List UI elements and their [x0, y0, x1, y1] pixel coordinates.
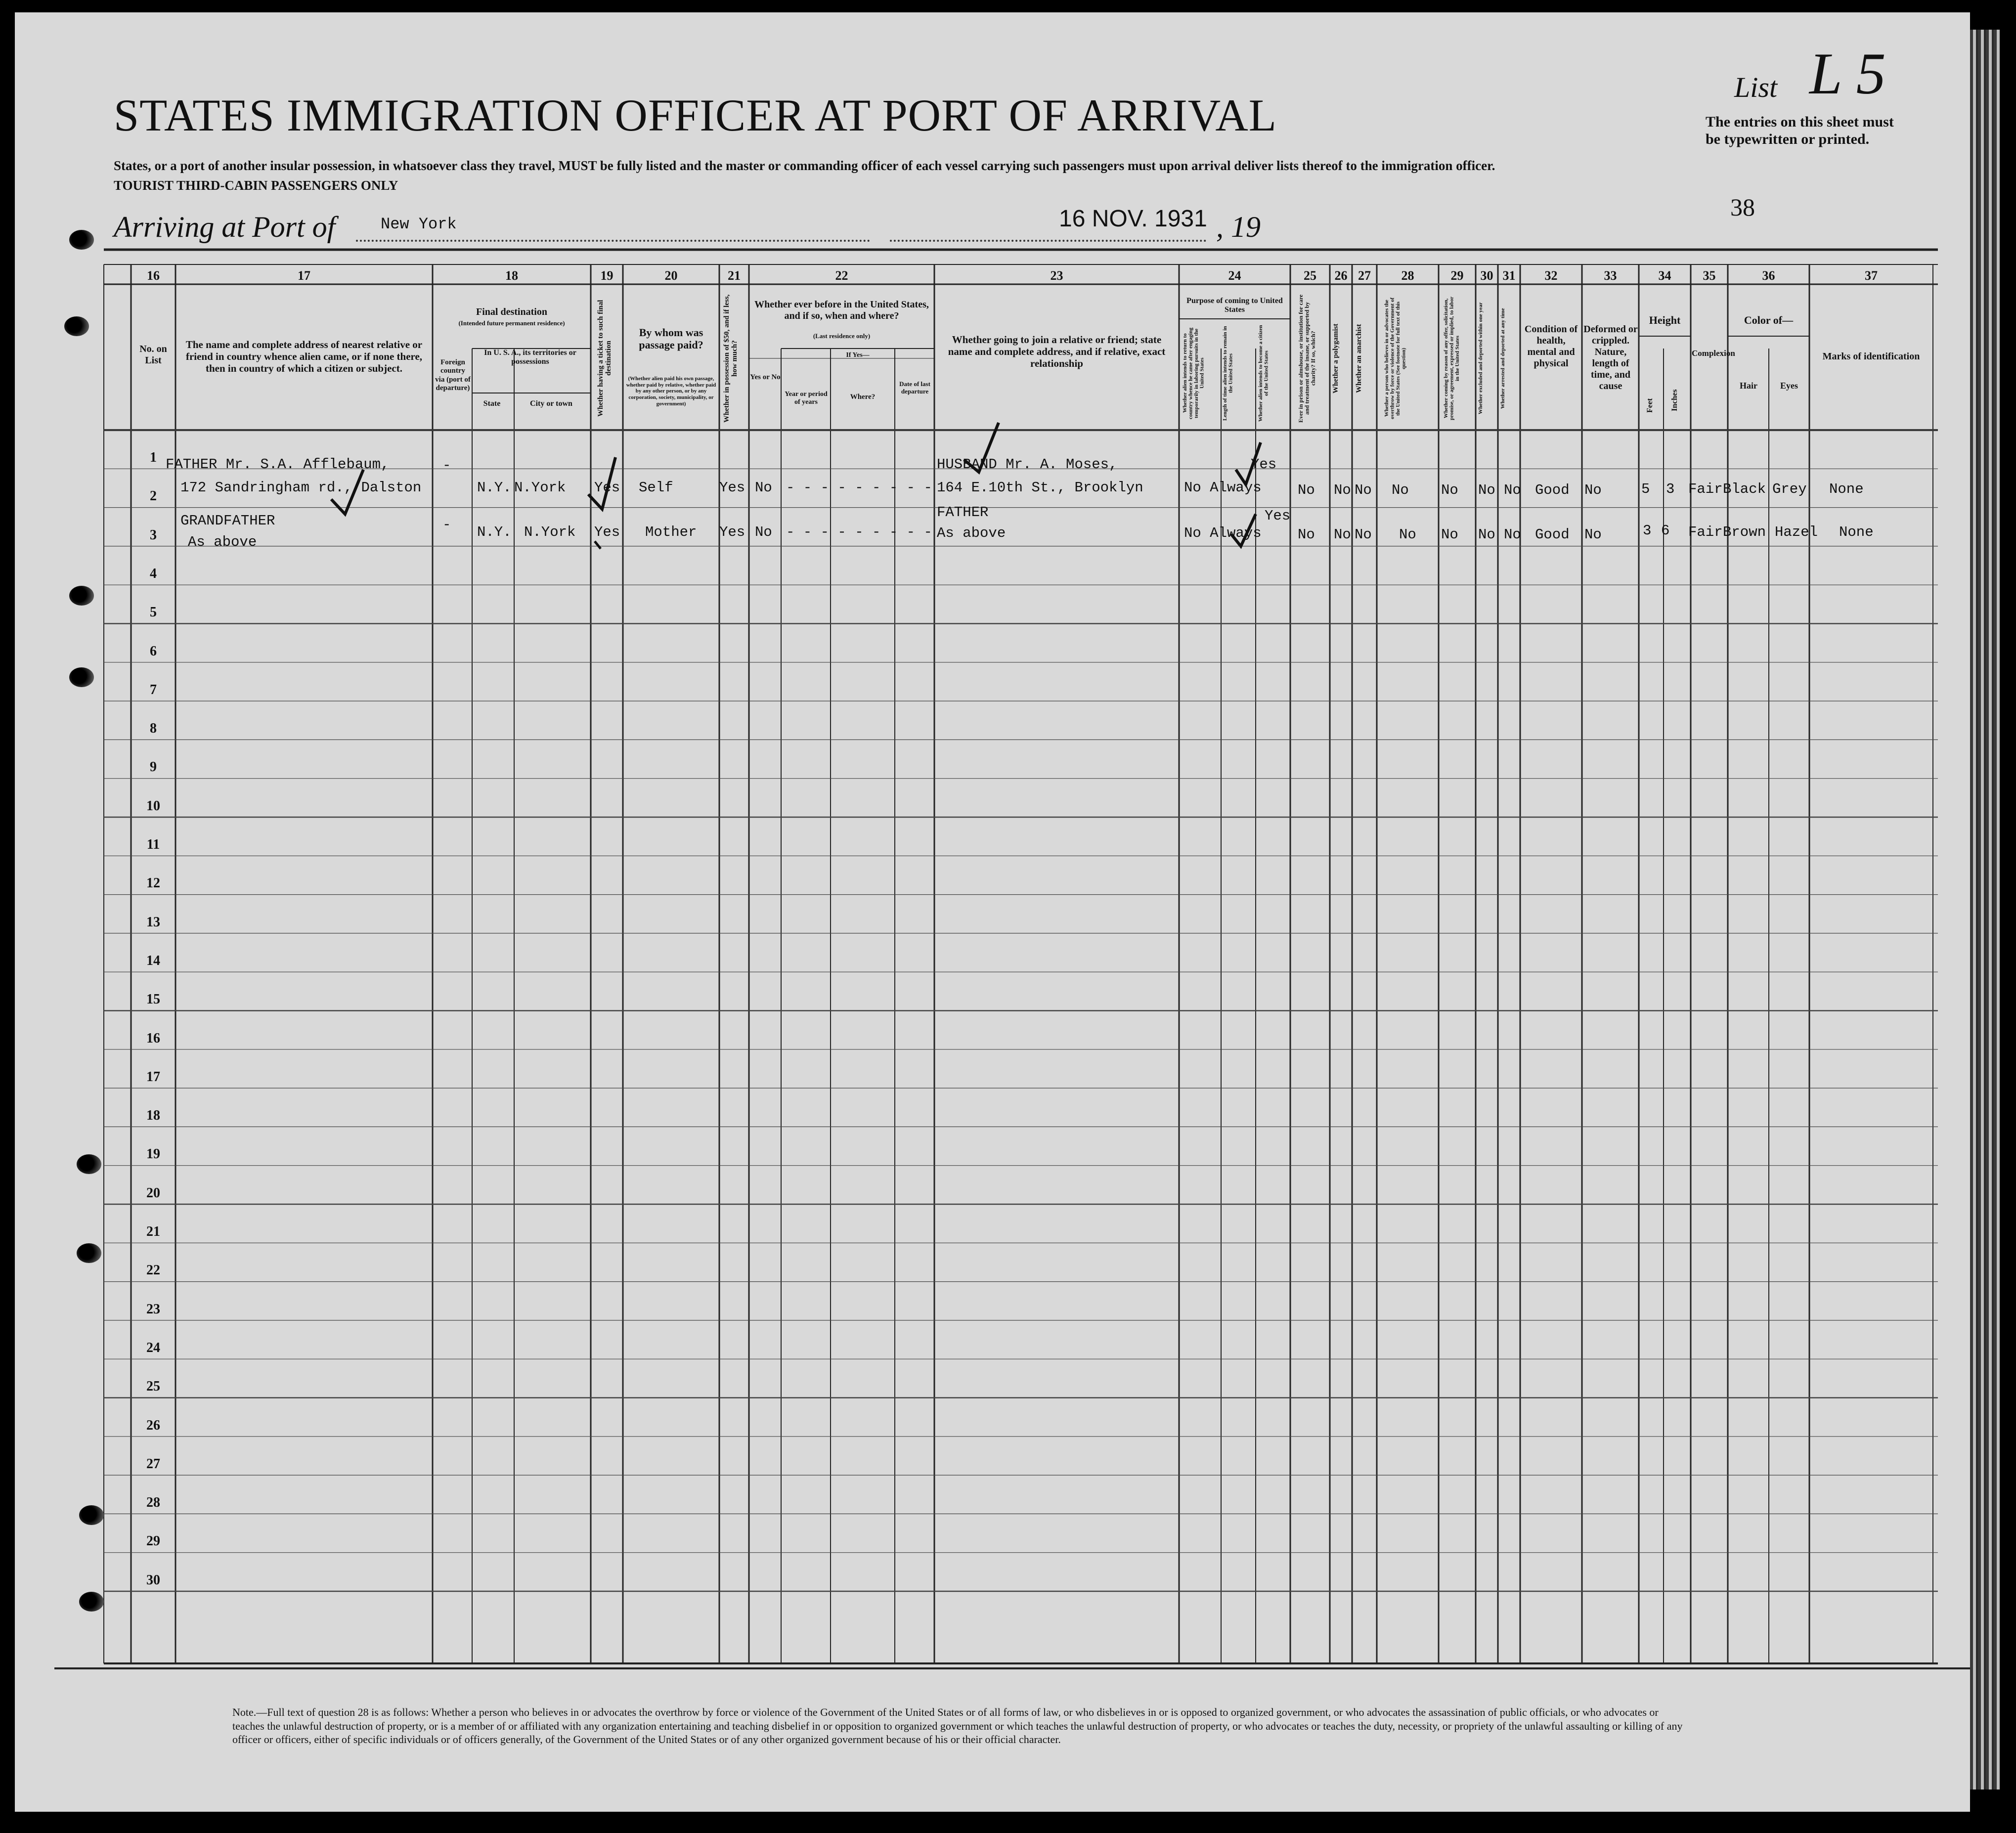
- entry-1-feet: 5: [1641, 481, 1650, 497]
- header-purpose: Purpose of coming to United States: [1186, 297, 1283, 314]
- colnum-30: 30: [1480, 268, 1493, 283]
- header-excluded: Whether excluded and deported within one year: [1478, 302, 1484, 415]
- colnum-31: 31: [1502, 268, 1516, 283]
- colnum-37: 37: [1865, 268, 1878, 283]
- header-offer-of-labor: Whether coming by reason of any offer, solicitation, promise, or agreement, expressed or implied, to labor in the United States: [1443, 296, 1461, 421]
- header-final-destination-note: (Intended future permanent residence): [458, 319, 565, 327]
- header-no-on-list: No. on List: [139, 344, 167, 366]
- header-notice: States, or a port of another insular possession, in whatsoever class they travel, MUST be fully listed and the master or commanding officer of each vessel carrying such passengers must upon arrival deliver lists thereof to the immigration officer.: [114, 158, 1495, 173]
- entry-1-before: No: [755, 480, 772, 496]
- entry-1-relative-line-2: 172 Sandringham rd., Dalston: [180, 480, 422, 496]
- entry-2-polygamist: No: [1334, 526, 1351, 543]
- entry-1-purpose: No Always: [1184, 480, 1262, 496]
- header-purpose-c: Whether alien intends to become a citizen of the United States: [1258, 325, 1270, 422]
- entry-2-money: Yes: [719, 524, 745, 540]
- entry-1-eyes: Grey: [1772, 481, 1807, 497]
- entry-1-deported: No: [1504, 482, 1521, 498]
- punch-hole-icon: [79, 1592, 104, 1612]
- header-ever-before-note: (Last residence only): [813, 332, 871, 340]
- header-purpose-b: Length of time alien intends to remain in the United States: [1222, 326, 1234, 421]
- header-purpose-a: Whether alien intends to return to country whence he came after engaging temporarily in laboring pursuits in the United States: [1182, 327, 1205, 419]
- arrival-label: Arriving at Port of: [114, 211, 336, 243]
- entry-1-ticket: Yes: [594, 480, 620, 496]
- entry-2-deformed: No: [1584, 526, 1602, 543]
- entry-1-health: Good: [1535, 482, 1570, 498]
- colnum-27: 27: [1358, 268, 1371, 283]
- entry-1-excluded: No: [1478, 482, 1495, 498]
- entry-2-q28: No: [1399, 526, 1416, 543]
- entry-1-relation-line-1: HUSBAND Mr. A. Moses,: [937, 456, 1118, 473]
- entry-2-excluded: No: [1478, 526, 1495, 543]
- row-number: 18: [146, 1108, 160, 1124]
- entry-2-foreign-dash: -: [442, 517, 451, 533]
- entry-2-state: N.Y.: [477, 524, 512, 540]
- entry-2-ticket: Yes: [594, 524, 620, 540]
- header-final-destination: Final destination: [476, 306, 547, 317]
- entry-1-remain-yes: Yes: [1251, 456, 1277, 473]
- header-fifty-dollars: Whether in possession of $50, and if less, how much?: [723, 294, 739, 423]
- entry-2-hair: Brown: [1723, 524, 1766, 540]
- page-number: 38: [1730, 193, 1755, 221]
- check-mark-icon: [964, 423, 999, 472]
- header-if-yes: If Yes—: [846, 351, 870, 359]
- passenger-class: TOURIST THIRD-CABIN PASSENGERS ONLY: [114, 178, 398, 193]
- entry-2-eyes: Hazel: [1775, 524, 1818, 540]
- check-marks: [15, 12, 1970, 1812]
- colnum-32: 32: [1544, 268, 1558, 283]
- punch-hole-icon: [79, 1505, 104, 1525]
- entry-2-deported: No: [1504, 526, 1521, 543]
- entry-2-prison: No: [1298, 526, 1315, 543]
- colnum-35: 35: [1703, 268, 1716, 283]
- row-number: 3: [150, 527, 157, 543]
- header-yes-or-no: Yes or No: [750, 373, 781, 381]
- colnum-26: 26: [1334, 268, 1348, 283]
- entries-notice-line-2: be typewritten or printed.: [1706, 131, 1870, 147]
- entry-2-remain-yes: Yes: [1265, 508, 1291, 524]
- check-mark-icon: [1231, 514, 1256, 546]
- header-condition-of-health: Condition of health, mental and physical: [1524, 324, 1578, 369]
- row-number: 26: [146, 1417, 160, 1433]
- header-color-of: Color of—: [1744, 314, 1794, 326]
- header-year-or-period: Year or period of years: [785, 391, 828, 406]
- check-mark-icon: [588, 457, 615, 509]
- colnum-34: 34: [1658, 268, 1671, 283]
- entry-2-before: No: [755, 524, 772, 540]
- row-number: 19: [146, 1146, 160, 1162]
- colnum-21: 21: [728, 268, 741, 283]
- entry-1-state: N.Y.: [477, 480, 512, 496]
- header-inches: Inches: [1670, 389, 1679, 412]
- row-number: 11: [146, 837, 160, 852]
- colnum-19: 19: [600, 268, 614, 283]
- entry-2-paid-by: Mother: [645, 524, 697, 540]
- list-label: List: [1734, 71, 1778, 103]
- header-foreign-country: Foreign country via (port of departure): [435, 358, 471, 392]
- header-height: Height: [1649, 314, 1681, 326]
- header-marks-of-identification: Marks of identification: [1822, 351, 1920, 362]
- entry-1-q28: No: [1392, 482, 1409, 498]
- entry-1-labor: No: [1441, 482, 1458, 498]
- header-state: State: [483, 399, 501, 408]
- entry-2-feet: 3: [1643, 523, 1652, 539]
- header-prison: Ever in prison or almshouse, or institution for care and treatment of the insane, or supported by charity? If so, which?: [1297, 294, 1317, 423]
- row-number: 12: [146, 875, 160, 891]
- row-number: 6: [150, 643, 157, 659]
- row-number: 22: [146, 1263, 160, 1278]
- header-question-28: Whether a person who believes in or advocates the overthrow by force or violence of the Government of the United States (See footnote for full text of this question): [1384, 297, 1407, 420]
- punch-hole-icon: [77, 1243, 101, 1263]
- arrival-port: New York: [381, 215, 457, 233]
- colnum-23: 23: [1050, 268, 1063, 283]
- row-number: 29: [146, 1533, 160, 1549]
- entry-1-city: N.York: [514, 480, 566, 496]
- entry-2-relative-line-1: GRANDFATHER: [180, 513, 275, 529]
- check-mark-icon: [1236, 442, 1261, 484]
- entry-1-foreign-dash: -: [442, 457, 451, 474]
- row-number: 4: [150, 566, 157, 581]
- entry-1-inches: 3: [1666, 481, 1675, 497]
- entry-2-health: Good: [1535, 526, 1570, 543]
- row-number: 25: [146, 1379, 160, 1395]
- header-eyes: Eyes: [1780, 381, 1798, 391]
- header-where: Where?: [850, 393, 876, 401]
- row-number: 15: [146, 992, 160, 1007]
- row-number: 14: [146, 953, 160, 968]
- colnum-24: 24: [1228, 268, 1241, 283]
- list-number: L 5: [1809, 41, 1886, 106]
- entry-2-dashes: - - - - - - - - -: [786, 524, 932, 540]
- year-prefix: , 19: [1216, 211, 1261, 243]
- entry-2-relation-line-2: As above: [937, 525, 1006, 541]
- manifest-page: [15, 12, 1970, 1812]
- header-deported: Whether arrested and deported at any time: [1500, 308, 1506, 409]
- header-hair: Hair: [1740, 381, 1757, 391]
- entry-2-purpose: No Always: [1184, 525, 1262, 541]
- header-polygamist: Whether a polygamist: [1332, 323, 1340, 393]
- entry-1-prison: No: [1298, 482, 1315, 498]
- row-number: 5: [150, 605, 157, 620]
- row-number: 13: [146, 914, 160, 930]
- header-feet: Feet: [1646, 398, 1654, 413]
- row-number: 24: [146, 1340, 160, 1355]
- header-deformed: Deformed or crippled. Nature, length of time, and cause: [1583, 324, 1638, 392]
- header-nearest-relative: The name and complete address of nearest relative or friend in country whence alien came, or if none there, then in country of which a citizen or subject.: [185, 339, 423, 375]
- entry-1-deformed: No: [1584, 482, 1602, 498]
- header-last-departure: Date of last departure: [899, 380, 930, 395]
- colnum-25: 25: [1304, 268, 1316, 283]
- entry-2-inches: 6: [1661, 523, 1670, 539]
- row-number: 23: [146, 1301, 160, 1317]
- entry-2-marks: None: [1839, 524, 1874, 540]
- header-relative-in-us: Whether going to join a relative or friend; state name and complete address, and if relative, exact relationship: [948, 334, 1166, 370]
- header-in-usa: In U. S. A., its territories or possessions: [484, 349, 576, 366]
- row-number: 16: [146, 1030, 160, 1046]
- row-number: 21: [146, 1224, 160, 1239]
- entry-1-marks: None: [1829, 481, 1864, 497]
- entry-2-labor: No: [1441, 526, 1458, 543]
- entry-1-polygamist: No: [1334, 482, 1351, 498]
- punch-hole-icon: [64, 316, 89, 336]
- row-number: 1: [150, 450, 157, 465]
- entry-2-relative-line-2: As above: [188, 534, 257, 550]
- colnum-36: 36: [1762, 268, 1775, 283]
- row-number: 9: [150, 759, 157, 775]
- row-number: 8: [150, 721, 157, 737]
- colnum-20: 20: [664, 268, 678, 283]
- colnum-33: 33: [1604, 268, 1617, 283]
- header-anarchist: Whether an anarchist: [1355, 324, 1363, 393]
- colnum-29: 29: [1450, 268, 1464, 283]
- check-mark-icon: [595, 541, 601, 549]
- entry-1-complexion: Fair: [1688, 481, 1723, 497]
- row-number: 17: [146, 1069, 160, 1085]
- entry-2-complexion: Fair: [1688, 524, 1723, 540]
- punch-hole-icon: [69, 667, 94, 687]
- punch-hole-icon: [69, 230, 94, 250]
- entry-2-relation-line-1: FATHER: [937, 504, 989, 521]
- header-city-or-town: City or town: [530, 399, 572, 408]
- punch-hole-icon: [69, 586, 94, 606]
- entry-1-relation-line-2: 164 E.10th St., Brooklyn: [937, 480, 1143, 496]
- entry-1-relative-line-1: FATHER Mr. S.A. Afflebaum,: [166, 456, 390, 473]
- punch-hole-icon: [77, 1154, 101, 1174]
- row-number: 10: [146, 798, 160, 814]
- colnum-17: 17: [298, 268, 310, 283]
- header-passage-paid: By whom was passage paid?: [639, 326, 703, 351]
- header-ticket: Whether having a ticket to such final destination: [597, 300, 613, 417]
- entry-2-anarchist: No: [1355, 526, 1372, 543]
- entry-1-dashes: - - - - - - - - -: [786, 480, 932, 496]
- footnote-question-28: Note.—Full text of question 28 is as follows: Whether a person who believes in or advocates the overthrow by force or violence of the Government of the United States or of all forms of law, or who disbelieves in or is opposed to organized government, or who advocates the assassination of public officials, or who advocates or teaches the unlawful destruction of property, or is a member of or affiliated with any organization entertaining and teaching disbelief in or opposition to organized government or which teaches the unlawful destruction of property, or who advocates or teaches the duty, necessity, or propriety of the unlawful assaulting or killing of any officer or officers, either of specific individuals or of officers generally, of the Government of the United States or of any other organized government because of his or their official character.: [232, 1706, 1683, 1746]
- header-passage-paid-note: (Whether alien paid his own passage, whether paid by relative, whether paid by any other person, or by any corporation, society, municipality, or government): [626, 376, 716, 407]
- header-ever-before: Whether ever before in the United States, and if so, when and where?: [754, 299, 929, 321]
- row-number: 27: [146, 1456, 160, 1472]
- page-title: STATES IMMIGRATION OFFICER AT PORT OF ARRIVAL: [114, 90, 1277, 140]
- entry-1-paid-by: Self: [639, 480, 673, 496]
- colnum-16: 16: [147, 268, 160, 283]
- entry-1-anarchist: No: [1355, 482, 1372, 498]
- row-number: 7: [150, 682, 157, 698]
- page-edge: [1970, 30, 2000, 1789]
- row-number: 28: [146, 1495, 160, 1511]
- colnum-28: 28: [1401, 268, 1414, 283]
- row-number: 20: [146, 1185, 160, 1201]
- entry-1-money: Yes: [719, 480, 745, 496]
- arrival-date: 16 NOV. 1931: [1059, 206, 1207, 232]
- check-mark-icon: [331, 470, 363, 514]
- row-number: 30: [146, 1572, 160, 1588]
- row-number: 2: [150, 488, 157, 504]
- colnum-22: 22: [835, 268, 848, 283]
- header-complexion: Complexion: [1692, 349, 1735, 358]
- entry-2-city: N.York: [524, 524, 576, 540]
- entry-1-hair: Black: [1723, 481, 1766, 497]
- entries-notice-line-1: The entries on this sheet must: [1706, 114, 1894, 130]
- colnum-18: 18: [505, 268, 518, 283]
